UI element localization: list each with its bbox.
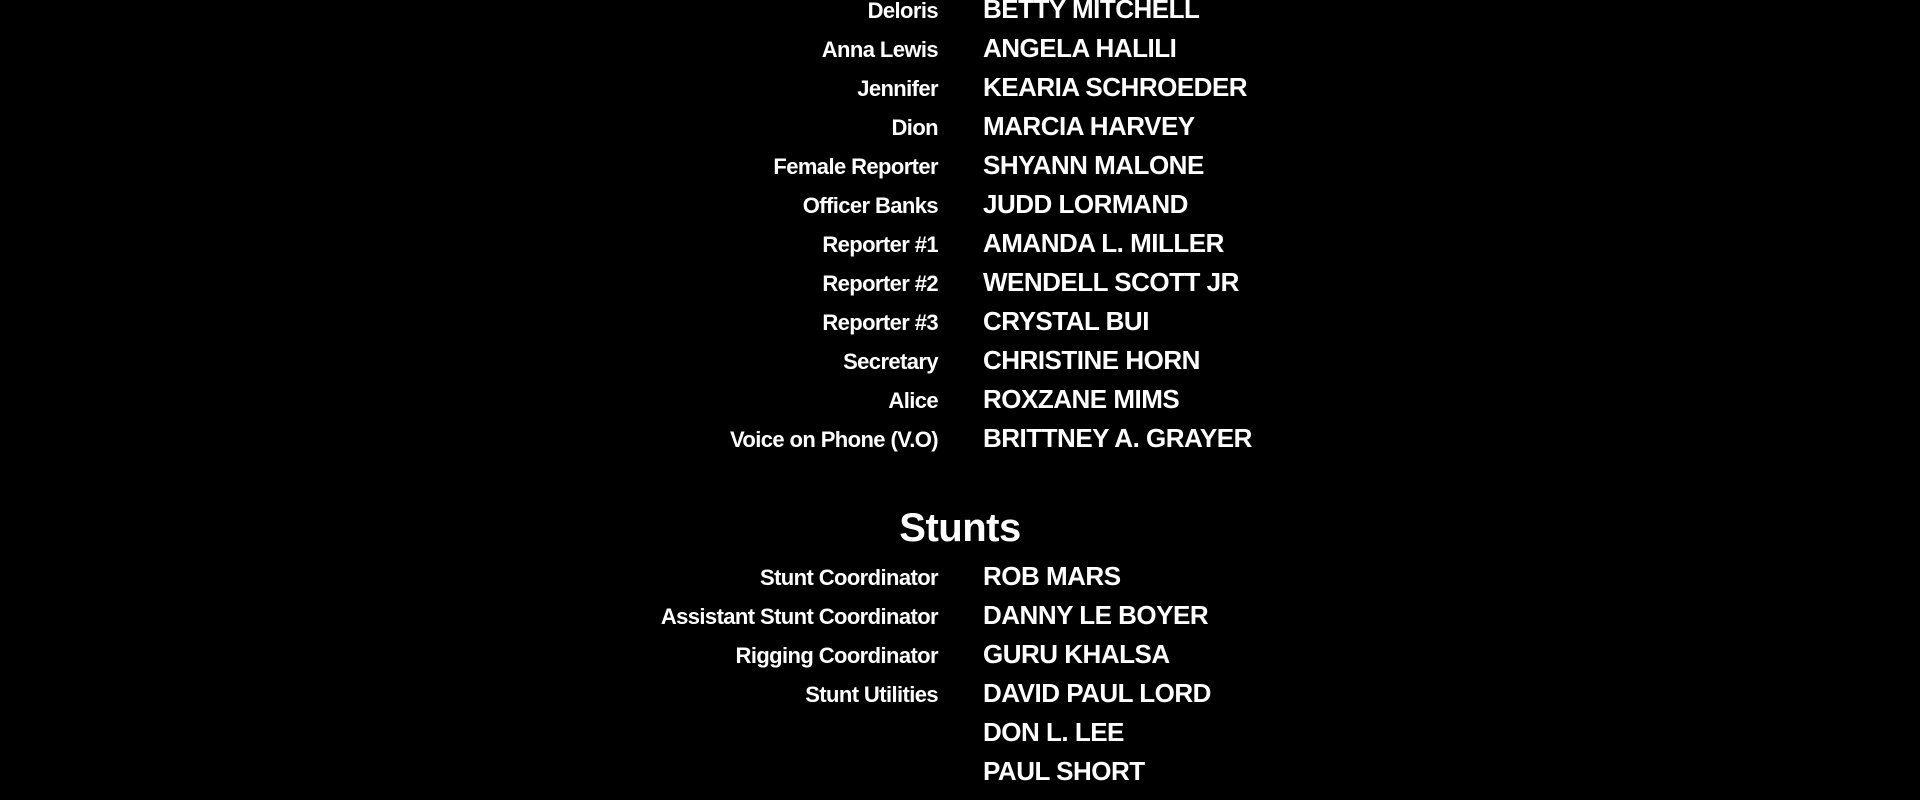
credit-row — [0, 753, 1920, 792]
actor-name: CHRISTINE HORN — [983, 345, 1200, 375]
credit-row — [0, 147, 1920, 186]
crew-name: PAUL SHORT — [983, 756, 1145, 786]
actor-name: WENDELL SCOTT JR — [983, 267, 1239, 297]
credit-row — [0, 381, 1920, 420]
crew-name: DON L. LEE — [983, 717, 1124, 747]
credit-row — [0, 186, 1920, 225]
credit-row — [0, 30, 1920, 69]
role-label: Rigging Coordinator — [735, 643, 938, 668]
role-label: Secretary — [843, 349, 938, 374]
credit-row — [0, 714, 1920, 753]
credit-row — [0, 597, 1920, 636]
crew-name: ROB MARS — [983, 561, 1121, 591]
credit-row — [0, 108, 1920, 147]
credit-row — [0, 675, 1920, 714]
credit-row — [0, 420, 1920, 459]
actor-name: ROXZANE MIMS — [983, 384, 1180, 414]
role-label: Alice — [888, 388, 938, 413]
role-label: Assistant Stunt Coordinator — [660, 604, 938, 629]
role-label: Reporter #1 — [822, 232, 938, 257]
role-label: Stunt Coordinator — [760, 565, 938, 590]
crew-name: GURU KHALSA — [983, 639, 1170, 669]
actor-name: SHYANN MALONE — [983, 150, 1204, 180]
credit-row — [0, 342, 1920, 381]
credit-row — [0, 225, 1920, 264]
actor-name: BRITTNEY A. GRAYER — [983, 423, 1252, 453]
role-label: Stunt Utilities — [805, 682, 938, 707]
role-label: Jennifer — [857, 76, 938, 101]
crew-name: DANNY LE BOYER — [983, 600, 1209, 630]
credit-row — [0, 264, 1920, 303]
actor-name: CRYSTAL BUI — [983, 306, 1149, 336]
actor-name: MARCIA HARVEY — [983, 111, 1195, 141]
actor-name: JUDD LORMAND — [983, 189, 1188, 219]
credit-row — [0, 303, 1920, 342]
credit-row — [0, 558, 1920, 597]
role-label: Deloris — [867, 0, 938, 23]
actor-name: KEARIA SCHROEDER — [983, 72, 1248, 102]
role-label: Voice on Phone (V.O) — [729, 427, 938, 452]
section-title-stunts: Stunts — [899, 506, 1021, 550]
credit-row — [0, 636, 1920, 675]
actor-name: ANGELA HALILI — [983, 33, 1177, 63]
crew-name: DAVID PAUL LORD — [983, 678, 1211, 708]
role-label: Dion — [891, 115, 938, 140]
credit-row — [0, 69, 1920, 108]
credit-row — [0, 0, 1920, 30]
role-label: Reporter #3 — [822, 310, 938, 335]
role-label: Reporter #2 — [822, 271, 938, 296]
actor-name: BETTY MITCHELL — [983, 0, 1200, 24]
role-label: Female Reporter — [773, 154, 938, 179]
role-label: Officer Banks — [802, 193, 938, 218]
role-label: Anna Lewis — [821, 37, 938, 62]
actor-name: AMANDA L. MILLER — [983, 228, 1224, 258]
